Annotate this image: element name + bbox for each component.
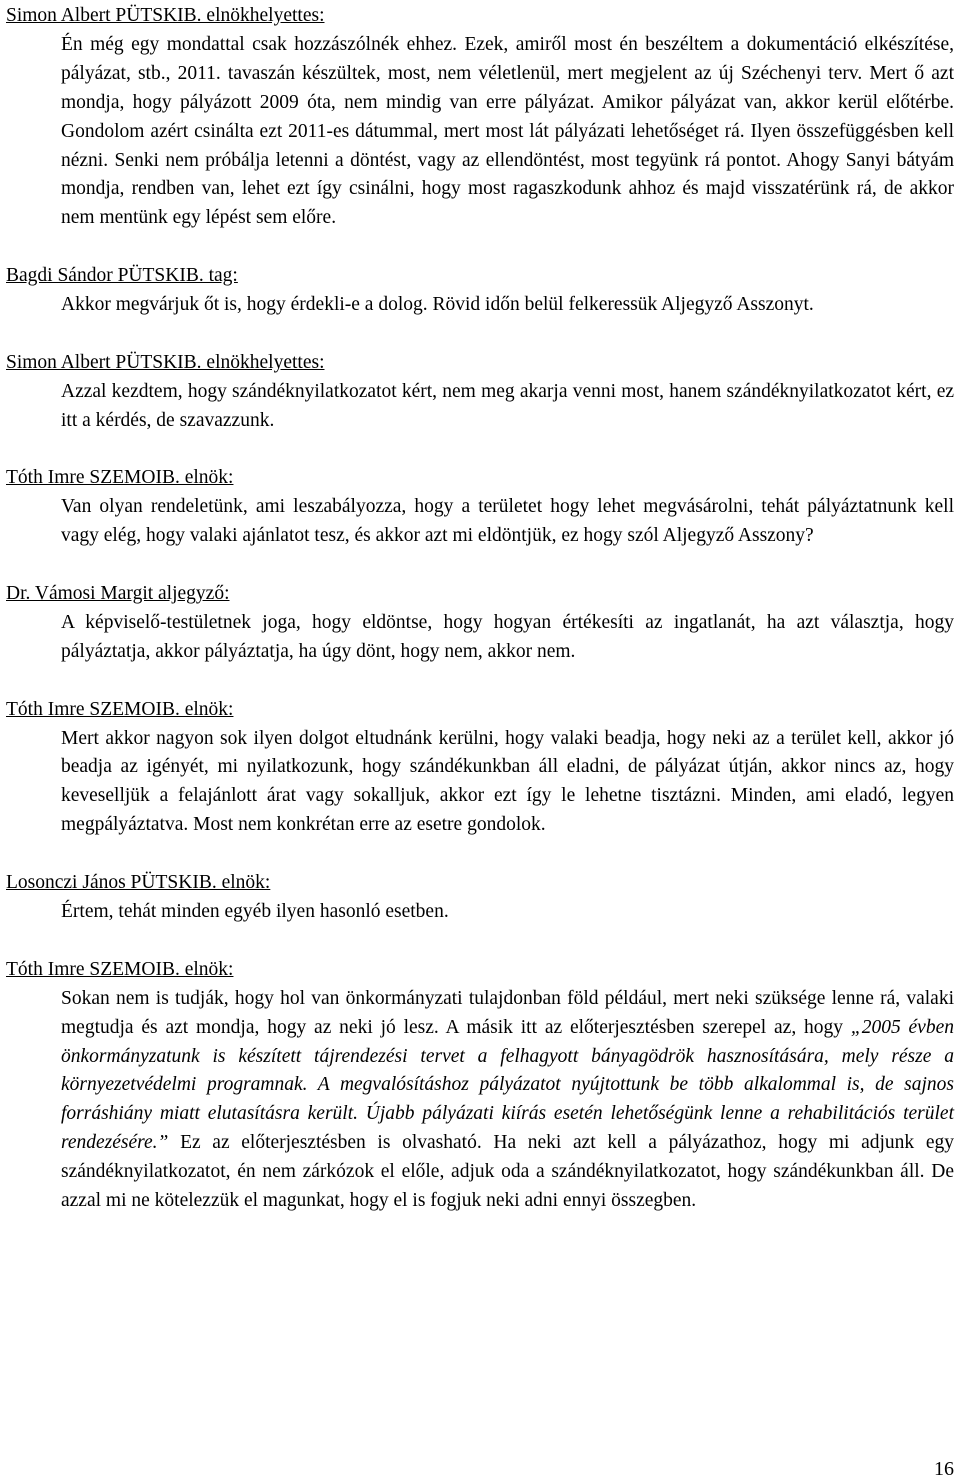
speaker-name: Simon Albert PÜTSKIB. elnökhelyettes: (6, 5, 325, 26)
document-page (6, 2, 954, 1245)
speech-block (6, 464, 954, 551)
speech-text: Én még egy mondattal csak hozzászólnék ehhez. Ezek, amiről most én beszéltem a dokumentáció elkészítése, pályázat, stb., 2011. tavaszán készültek, most, nem véletlenül, mert megjelent az új Széchenyi terv. Mert ő azt mondja, hogy pályázott 2009 óta, nem mindig van erre pályázat. Amikor pályázat van, akkor kerül előtérbe. Gondolom azért csinálta ezt 2011-es dátummal, mert most lát pályázati lehetőséget rá. Ilyen összefüggésben kell nézni. Senki nem próbálja letenni a döntést, vagy az ellendöntést, most tegyünk rá pontot. Ahogy Sanyi bátyám mondja, rendben van, lehet ezt így csinálni, hogy most ragaszkodunk ahhoz és majd visszatérünk rá, de akkor nem mentünk egy lépést sem előre. (61, 33, 954, 229)
speech-block (6, 696, 954, 841)
speech-text: A képviselő-testületnek joga, hogy eldöntse, hogy hogyan értékesíti az ingatlanát, ha azt választja, hogy pályáztatja, akkor pályáztatja, ha úgy dönt, hogy nem, akkor nem. (61, 611, 954, 662)
speech-block (6, 580, 954, 667)
speech-text: Akkor megvárjuk őt is, hogy érdekli-e a dolog. Rövid időn belül felkeressük Aljegyző Asszonyt. (61, 294, 814, 316)
speaker-name: Tóth Imre SZEMOIB. elnök: (6, 467, 234, 489)
speech-text-outro: Ez az előterjesztésben is olvasható. Ha neki azt kell a pályázathoz, hogy mi adjunk egy szándéknyilatkozatot, én nem zárkózok el előle, adjuk oda a szándéknyilatkozatot, hogy szándékunkban áll. De azzal mi ne kötelezzük el magunkat, hogy el is fogjuk neki adni ennyi összegben. (61, 1132, 954, 1212)
quoted-passage: „2005 évben önkormányzatunk is készített tájrendezési tervet a felhagyott bányagödrök hasznosítására, mely része a környezetvédelmi programnak. A megvalósításhoz pályázatot nyújtottunk be több alkalommal is, de sajnos forráshiány miatt elutasításra került. Újabb pályázati kiírás esetén lehetőségünk lenne a rehabilitációs terület rendezésére.” (61, 1016, 954, 1154)
speech-text-intro: Sokan nem is tudják, hogy hol van önkormányzati tulajdonban föld például, mert neki szüksége lenne rá, valaki megtudja és azt mondja, hogy az neki jó lesz. A másik itt az előterjesztésben szerepel az, hogy (61, 987, 954, 1038)
speaker-name: Simon Albert PÜTSKIB. elnökhelyettes: (6, 351, 325, 373)
speaker-name: Tóth Imre SZEMOIB. elnök: (6, 958, 234, 980)
speech-text (61, 985, 954, 1216)
speech-block (6, 349, 954, 436)
speaker-name: Bagdi Sándor PÜTSKIB. tag: (6, 265, 238, 287)
speaker-name: Tóth Imre SZEMOIB. elnök: (6, 698, 234, 720)
page-number: 16 (934, 1458, 954, 1480)
speech-block (6, 2, 954, 233)
speech-text: Azzal kezdtem, hogy szándéknyilatkozatot kért, nem meg akarja venni most, hanem szándéknyilatkozatot kért, ez itt a kérdés, de szavazzunk. (61, 380, 954, 431)
speech-text: Mert akkor nagyon sok ilyen dolgot eltudnánk kerülni, hogy valaki beadja, hogy neki az a terület kell, akkor jó beadja az igényét, mi nyilatkozunk, hogy szándékunkban áll eladni, de pályázat útján, akkor nincs az, hogy keveselljük a felajánlott árat vagy sokalljuk, akkor ezt így le lehetne tisztázni. Minden, ami eladó, legyen megpályáztatva. Most nem konkrétan erre az esetre gondolok. (61, 727, 954, 836)
speech-block (6, 956, 954, 1216)
speech-text: Értem, tehát minden egyéb ilyen hasonló esetben. (61, 901, 449, 922)
speaker-name: Losonczi János PÜTSKIB. elnök: (6, 872, 271, 894)
speech-block (6, 869, 954, 927)
speaker-name: Dr. Vámosi Margit aljegyző: (6, 583, 230, 605)
speech-text: Van olyan rendeletünk, ami leszabályozza, hogy a területet hogy lehet megvásárolni, tehát pályáztatnunk kell vagy elég, hogy valaki ajánlatot tesz, és akkor azt mi eldöntjük, ez hogy szól Aljegyző Asszony? (61, 496, 954, 547)
speech-block (6, 262, 954, 320)
